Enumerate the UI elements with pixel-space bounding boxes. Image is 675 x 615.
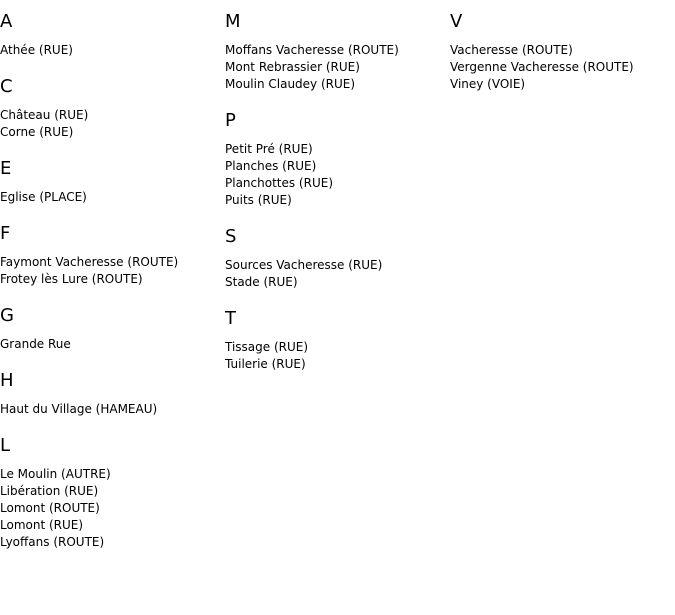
- group-letter: F: [0, 223, 11, 244]
- street-link[interactable]: Viney (VOIE): [450, 77, 526, 91]
- group-letter: H: [0, 370, 14, 391]
- street-link[interactable]: Planchottes (RUE): [225, 176, 333, 190]
- street-link[interactable]: Frotey lès Lure (ROUTE): [0, 272, 143, 286]
- street-link[interactable]: Vacheresse (ROUTE): [450, 43, 573, 57]
- street-item[interactable]: [0, 42, 225, 59]
- street-link[interactable]: Château (RUE): [0, 108, 89, 122]
- street-list: [0, 466, 225, 551]
- street-link[interactable]: Le Moulin (AUTRE): [0, 467, 111, 481]
- street-item[interactable]: [225, 76, 450, 93]
- group-letter: L: [0, 435, 11, 456]
- street-item[interactable]: [225, 257, 450, 274]
- street-link[interactable]: Lomont (ROUTE): [0, 501, 100, 515]
- letter-group-l: [0, 435, 225, 551]
- street-list: [0, 336, 225, 353]
- group-letter: G: [0, 305, 14, 326]
- street-item[interactable]: [0, 466, 225, 483]
- street-link[interactable]: Puits (RUE): [225, 193, 292, 207]
- street-item[interactable]: [225, 192, 450, 209]
- group-letter: A: [0, 11, 13, 32]
- street-item[interactable]: [0, 336, 225, 353]
- letter-group-e: [0, 158, 225, 206]
- letter-group-a: [0, 11, 225, 59]
- street-item[interactable]: [0, 271, 225, 288]
- street-item[interactable]: [0, 534, 225, 551]
- letter-group-t: [225, 308, 450, 373]
- group-letter: E: [0, 158, 12, 179]
- group-letter: S: [225, 226, 237, 247]
- street-list: [0, 107, 225, 141]
- street-item[interactable]: [225, 339, 450, 356]
- street-column-3: [450, 0, 675, 93]
- street-list: [0, 401, 225, 418]
- street-link[interactable]: Stade (RUE): [225, 275, 298, 289]
- street-link[interactable]: Faymont Vacheresse (ROUTE): [0, 255, 179, 269]
- street-column-2: [225, 0, 450, 373]
- street-item[interactable]: [225, 42, 450, 59]
- street-link[interactable]: Petit Pré (RUE): [225, 142, 313, 156]
- street-link[interactable]: Moffans Vacheresse (ROUTE): [225, 43, 399, 57]
- street-list: [225, 339, 450, 373]
- street-list: [0, 254, 225, 288]
- street-item[interactable]: [450, 76, 675, 93]
- street-item[interactable]: [225, 356, 450, 373]
- street-link[interactable]: Planches (RUE): [225, 159, 317, 173]
- street-item[interactable]: [0, 189, 225, 206]
- street-link[interactable]: Haut du Village (HAMEAU): [0, 402, 158, 416]
- street-item[interactable]: [225, 175, 450, 192]
- street-link[interactable]: Mont Rebrassier (RUE): [225, 60, 360, 74]
- street-link[interactable]: Lyoffans (ROUTE): [0, 535, 105, 549]
- street-link[interactable]: Libération (RUE): [0, 484, 99, 498]
- street-item[interactable]: [0, 124, 225, 141]
- street-item[interactable]: [0, 500, 225, 517]
- street-item[interactable]: [225, 141, 450, 158]
- group-letter: P: [225, 110, 236, 131]
- street-column-1: [0, 0, 225, 551]
- street-item[interactable]: [450, 42, 675, 59]
- letter-group-m: [225, 11, 450, 93]
- street-list: [225, 141, 450, 209]
- street-item[interactable]: [0, 107, 225, 124]
- street-item[interactable]: [0, 483, 225, 500]
- street-link[interactable]: Moulin Claudey (RUE): [225, 77, 356, 91]
- street-item[interactable]: [450, 59, 675, 76]
- letter-group-p: [225, 110, 450, 209]
- street-link[interactable]: Athée (RUE): [0, 43, 73, 57]
- street-item[interactable]: [0, 517, 225, 534]
- street-list: [225, 42, 450, 93]
- letter-group-f: [0, 223, 225, 288]
- street-list: [450, 42, 675, 93]
- street-link[interactable]: Tuilerie (RUE): [225, 357, 306, 371]
- group-letter: V: [450, 11, 463, 32]
- street-list: [0, 189, 225, 206]
- street-item[interactable]: [225, 274, 450, 291]
- street-link[interactable]: Vergenne Vacheresse (ROUTE): [450, 60, 634, 74]
- street-item[interactable]: [0, 401, 225, 418]
- group-letter: M: [225, 11, 241, 32]
- street-link[interactable]: Eglise (PLACE): [0, 190, 87, 204]
- group-letter: C: [0, 76, 13, 97]
- street-item[interactable]: [0, 254, 225, 271]
- street-list: [0, 42, 225, 59]
- street-link[interactable]: Lomont (RUE): [0, 518, 84, 532]
- letter-group-h: [0, 370, 225, 418]
- street-list: [225, 257, 450, 291]
- letter-group-c: [0, 76, 225, 141]
- group-letter: T: [225, 308, 236, 329]
- letter-group-v: [450, 11, 675, 93]
- letter-group-s: [225, 226, 450, 291]
- street-item[interactable]: [225, 59, 450, 76]
- street-link[interactable]: Sources Vacheresse (RUE): [225, 258, 383, 272]
- street-item[interactable]: [225, 158, 450, 175]
- street-link[interactable]: Tissage (RUE): [225, 340, 309, 354]
- street-link[interactable]: Grande Rue: [0, 337, 71, 351]
- letter-group-g: [0, 305, 225, 353]
- street-link[interactable]: Corne (RUE): [0, 125, 74, 139]
